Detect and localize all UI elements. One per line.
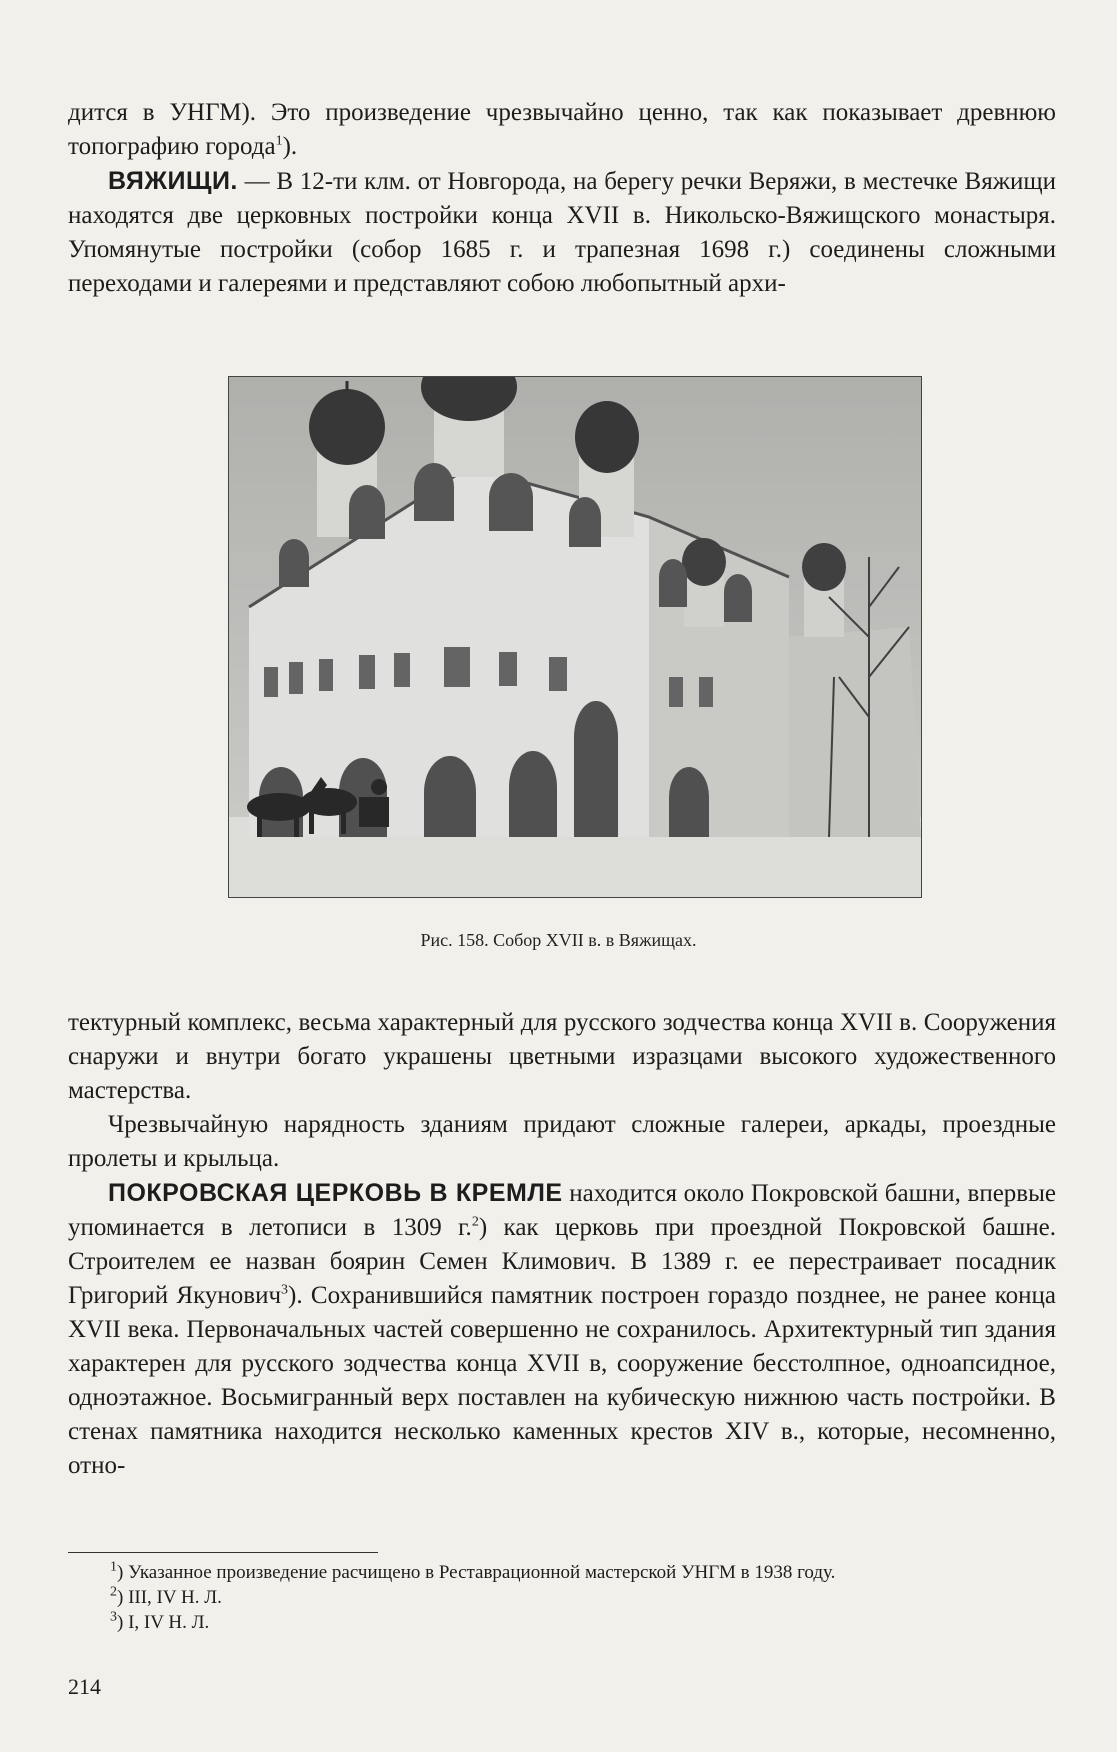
footnote-text-3: ) I, IV Н. Л. (117, 1612, 210, 1633)
footnotes (68, 1560, 1056, 1635)
paragraph-vyazhishchi-text: — В 12-ти клм. от Новгорода, на берегу речки Веряжи, в местечке Вяжищи находятся две церковных постройки конца XVII в. Никольско-Вяжищского монастыря. Упомянутые постройки (собор 1685 г. и трапезная 1698 г.) соединены сложными переходами и галереями и представляют собою любопытный архи- (68, 168, 1056, 297)
footnote-mark-2: 2 (110, 1584, 117, 1600)
cathedral-photo-image (229, 377, 921, 897)
paragraph-3 (68, 1006, 1056, 1108)
footnote-mark-1: 1 (110, 1559, 117, 1575)
page-number: 214 (68, 1674, 101, 1699)
paragraph-1-tail: ). (282, 133, 298, 160)
section-heading-pokrovskaya: ПОКРОВСКАЯ ЦЕРКОВЬ В КРЕМЛЕ (108, 1179, 563, 1207)
figure-cathedral-photo (228, 376, 922, 898)
paragraph-vyazhishchi (68, 164, 1056, 301)
paragraph-4-text: Чрезвычайную нарядность зданиям придают сложные галереи, аркады, проездные пролеты и крыльца. (68, 1111, 1056, 1172)
footnote-2 (68, 1585, 1056, 1610)
footnote-1 (68, 1560, 1056, 1585)
paragraph-4 (68, 1108, 1056, 1176)
footnote-mark-3: 3 (110, 1609, 117, 1625)
footnote-text-1: ) Указанное произведение расчищено в Реставрационной мастерской УНГМ в 1938 году. (117, 1562, 836, 1583)
footnote-3 (68, 1610, 1056, 1635)
footnote-divider (68, 1552, 378, 1553)
footnote-ref-3: 3 (281, 1282, 289, 1298)
figure-caption: Рис. 158. Собор XVII в. в Вяжищах. (420, 930, 697, 950)
section-heading-vyazhishchi: ВЯЖИЩИ. (108, 167, 238, 195)
paragraph-1-text: дится в УНГМ). Это произведение чрезвычайно ценно, так как показывает древнюю топографию города (68, 99, 1056, 160)
paragraph-pokrovskaya-text-b: ) как церковь при проездной Покровской башне. Строителем ее назван боярин Семен Климович. В 1389 г. ее перестраивает посадник Григорий Якунович (68, 1214, 1056, 1309)
paragraph-1 (68, 96, 1056, 164)
footnote-text-2: ) III, IV Н. Л. (117, 1587, 222, 1608)
footnote-ref-1: 1 (275, 133, 283, 149)
footnote-ref-2: 2 (471, 1214, 479, 1230)
paragraph-pokrovskaya-text-c: ). Сохранившийся памятник построен гораздо позднее, не ранее конца XVII века. Первоначальных частей совершенно не сохранилось. Архитектурный тип здания характерен для русского зодчества конца XVII в, сооружение бесстолпное, одноапсидное, одноэтажное. Восьмигранный верх поставлен на кубическую нижнюю часть постройки. В стенах памятника находится несколько каменных крестов XIV в., которые, несомненно, отно- (68, 1282, 1056, 1479)
paragraph-pokrovskaya-text-a: находится около Покровской башни, впервые упоминается в летописи в 1309 г. (68, 1180, 1056, 1241)
paragraph-3-text: тектурный комплекс, весьма характерный для русского зодчества конца XVII в. Сооружения снаружи и внутри богато украшены цветными изразцами высокого художественного мастерства. (68, 1009, 1056, 1104)
paragraph-pokrovskaya (68, 1176, 1056, 1483)
